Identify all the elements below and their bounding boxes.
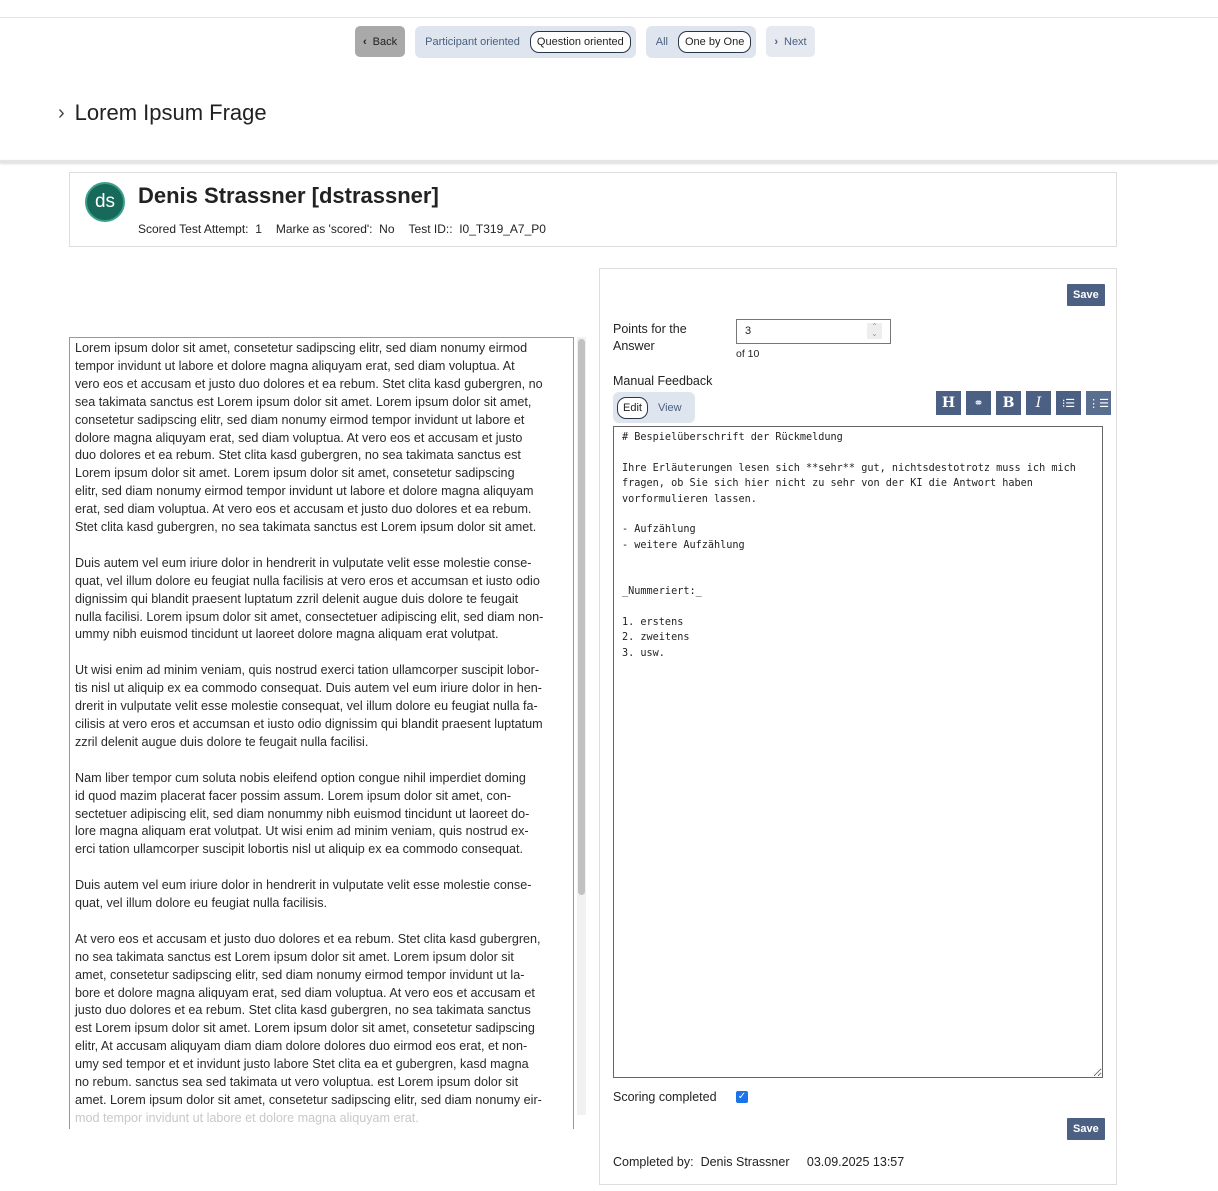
top-divider bbox=[0, 17, 1218, 18]
answer-line: At vero eos et accusam et justo duo dolores et ea rebum. Stet clita kasd gubergren, bbox=[75, 931, 541, 946]
back-label: Back bbox=[372, 35, 398, 48]
participant-card bbox=[69, 172, 1117, 247]
answer-paragraph bbox=[75, 770, 568, 860]
view-mode-toggle bbox=[415, 26, 636, 58]
chevron-left-icon: ‹ bbox=[363, 35, 367, 48]
marked-scored: Marke as 'scored': No bbox=[275, 222, 395, 236]
scored-attempt: Scored Test Attempt: 1 bbox=[138, 222, 262, 236]
answer-line: no rebum. sanctus sea sed takimata ut vero voluptua. est Lorem ipsum dolor sit bbox=[75, 1075, 519, 1090]
scoring-completed-checkbox[interactable]: ✓ bbox=[737, 1091, 747, 1102]
answer-line: amet, consetetur sadipscing elitr, sed diam nonumy eirmod tempor invidunt ut la- bbox=[75, 967, 525, 982]
feedback-tabs bbox=[613, 392, 695, 423]
chevron-right-icon: › bbox=[774, 35, 778, 48]
markdown-toolbar bbox=[936, 391, 1111, 415]
answer-line: Lorem ipsum dolor sit amet. Lorem ipsum dolor sit amet, consetetur sadipscing bbox=[75, 466, 515, 481]
answer-line: id quod mazim placerat facer possim assum. Lorem ipsum dolor sit amet, con- bbox=[75, 788, 512, 803]
answer-text bbox=[69, 337, 574, 1129]
points-input[interactable] bbox=[736, 319, 891, 344]
answer-paragraph bbox=[75, 662, 568, 752]
answer-paragraph bbox=[75, 340, 568, 537]
answer-line: nulla facilisi. Lorem ipsum dolor sit amet, consectetuer adipiscing elit, sed diam non- bbox=[75, 609, 544, 624]
heading-icon[interactable]: H bbox=[936, 391, 961, 415]
answer-line: ummy nibh euismod tincidunt ut laoreet dolore magna aliquam erat volutpat. bbox=[75, 627, 499, 642]
question-oriented-option[interactable]: Question oriented bbox=[530, 31, 631, 53]
answer-line: quat, vel illum dolore eu feugiat nulla facilisis at vero eros et accumsan et iusto odio bbox=[75, 573, 540, 588]
scoring-panel bbox=[599, 268, 1117, 1185]
back-button[interactable] bbox=[355, 26, 405, 57]
participant-oriented-option[interactable]: Participant oriented bbox=[425, 36, 520, 48]
answer-line: erci tation ullamcorper suscipit lobortis nisl ut aliquip ex ea commodo consequat. bbox=[75, 842, 524, 857]
answer-line: umy sed tempor et et invidunt justo labore Stet clita ea et gubergren, kasd magna bbox=[75, 1057, 529, 1072]
participant-name: Denis Strassner [dstrassner] bbox=[138, 183, 439, 208]
answer-line: sea takimata sanctus est Lorem ipsum dolor sit amet. Lorem ipsum dolor sit amet, bbox=[75, 394, 532, 409]
question-header[interactable] bbox=[58, 100, 267, 126]
answer-paragraph bbox=[75, 877, 568, 913]
points-label: Points for the Answer bbox=[613, 322, 687, 353]
answer-line: cilisis at vero eros et accumsan et iusto odio dignissim qui blandit praesent luptatum bbox=[75, 717, 543, 731]
answer-line: Lorem ipsum dolor sit amet, consetetur sadipscing elitr, sed diam nonumy eirmod bbox=[75, 341, 528, 355]
next-label: Next bbox=[784, 35, 807, 48]
answer-line: erat, sed diam voluptua. At vero eos et accusam et justo duo dolores et ea rebum. bbox=[75, 502, 532, 517]
completed-at: 03.09.2025 13:57 bbox=[806, 1155, 905, 1169]
answer-line: sectetuer adipiscing elit, sed diam nonummy nibh euismod tincidunt ut laoreet do- bbox=[75, 806, 530, 821]
spinner-icon[interactable]: ⌃ ⌄ bbox=[867, 323, 882, 339]
italic-icon[interactable]: I bbox=[1026, 391, 1051, 415]
bold-icon[interactable]: B bbox=[996, 391, 1021, 415]
answer-line: Duis autem vel eum iriure dolor in hendrerit in vulputate velit esse molestie conse- bbox=[75, 555, 532, 570]
answer-line: quat, vel illum dolore eu feugiat nulla facilisis. bbox=[75, 896, 328, 911]
navigation-bar bbox=[355, 26, 815, 58]
answer-line: dignissim qui blandit praesent luptatum zzril delenit augue duis dolore te feugait bbox=[75, 591, 519, 606]
answer-line: elitr, sed diam nonumy eirmod tempor invidunt ut labore et dolore magna aliquyam bbox=[75, 484, 534, 499]
answer-paragraph bbox=[75, 931, 568, 1128]
answer-paragraph bbox=[75, 555, 568, 645]
test-id: Test ID:: I0_T319_A7_P0 bbox=[408, 222, 546, 236]
answer-line: lore magna aliquam erat volutpat. Ut wisi enim ad minim veniam, quis nostrud ex- bbox=[75, 824, 529, 839]
answer-line: Ut wisi enim ad minim veniam, quis nostrud exerci tation ullamcorper suscipit lobor- bbox=[75, 663, 540, 678]
link-icon[interactable]: ⚭ bbox=[966, 391, 991, 415]
answer-line: Duis autem vel eum iriure dolor in hendrerit in vulputate velit esse molestie conse- bbox=[75, 878, 532, 893]
answer-line: no sea takimata sanctus est Lorem ipsum dolor sit amet. Lorem ipsum dolor sit bbox=[75, 949, 514, 964]
answer-line: elitr, At accusam aliquyam diam diam dolore dolores duo eirmod eos erat, et non- bbox=[75, 1039, 528, 1054]
save-button-bottom[interactable]: Save bbox=[1067, 1118, 1105, 1140]
points-max: of 10 bbox=[736, 348, 760, 360]
avatar: ds bbox=[85, 182, 125, 222]
all-option[interactable]: All bbox=[655, 36, 668, 48]
chevron-right-icon: › bbox=[58, 101, 65, 124]
answer-scrollbar[interactable] bbox=[577, 337, 586, 1115]
answer-line: tempor invidunt ut labore et dolore magna aliquyam erat, sed diam voluptua. At bbox=[75, 358, 515, 373]
answer-line: bore et dolore magna aliquyam erat, sed diam voluptua. At vero eos et accusam et bbox=[75, 985, 535, 1000]
display-mode-toggle bbox=[646, 26, 757, 58]
answer-line: dolore magna aliquyam erat, sed diam voluptua. At vero eos et accusam et justo bbox=[75, 430, 523, 445]
answer-line: consetetur sadipscing elitr, sed diam nonumy eirmod tempor invidunt ut labore et bbox=[75, 412, 525, 427]
answer-line: drerit in vulputate velit esse molestie consequat, vel illum dolore eu feugiat nulla fa- bbox=[75, 699, 538, 714]
answer-line: tis nisl ut aliquip ex ea commodo consequat. Duis autem vel eum iriure dolor in hen- bbox=[75, 681, 542, 696]
answer-line: Stet clita kasd gubergren, no sea takimata sanctus est Lorem ipsum dolor sit amet. bbox=[75, 520, 537, 535]
feedback-textarea[interactable] bbox=[613, 426, 1103, 1078]
next-button[interactable] bbox=[766, 26, 814, 57]
bullet-list-icon[interactable]: ⁝☰ bbox=[1056, 391, 1081, 415]
tab-edit[interactable]: Edit bbox=[617, 397, 648, 419]
answer-line: zzril delenit augue duis dolore te feugait nulla facilisi. bbox=[75, 734, 369, 749]
question-title: Lorem Ipsum Frage bbox=[74, 100, 267, 125]
answer-line: Nam liber tempor cum soluta nobis eleifend option congue nihil imperdiet doming bbox=[75, 770, 526, 785]
scrollbar-thumb[interactable] bbox=[578, 339, 585, 895]
section-divider bbox=[0, 160, 1218, 163]
numbered-list-icon[interactable]: ⋮☰ bbox=[1086, 391, 1111, 415]
answer-line: amet. Lorem ipsum dolor sit amet, consetetur sadipscing elitr, sed diam nonumy eir- bbox=[75, 1092, 542, 1107]
tab-view[interactable]: View bbox=[657, 401, 682, 414]
points-value: 3 bbox=[745, 325, 752, 337]
answer-line: vero eos et accusam et justo duo dolores et ea rebum. Stet clita kasd gubergren, no bbox=[75, 376, 543, 391]
participant-meta bbox=[138, 222, 546, 236]
completed-by: Completed by: Denis Strassner 03.09.2025 13:57 bbox=[613, 1155, 905, 1169]
answer-line: est Lorem ipsum dolor sit amet. Lorem ipsum dolor sit amet, consetetur sadipscing bbox=[75, 1021, 535, 1036]
save-button-top[interactable]: Save bbox=[1067, 284, 1105, 306]
answer-line: mod tempor invidunt ut labore et dolore magna aliquyam erat. bbox=[75, 1110, 419, 1125]
feedback-label: Manual Feedback bbox=[613, 374, 713, 388]
one-by-one-option[interactable]: One by One bbox=[678, 31, 751, 53]
answer-line: duo dolores et ea rebum. Stet clita kasd gubergren, no sea takimata sanctus est bbox=[75, 448, 521, 463]
scoring-completed-label: Scoring completed bbox=[613, 1090, 717, 1104]
answer-line: justo duo dolores et ea rebum. Stet clita kasd gubergren, no sea takimata sanctus bbox=[75, 1003, 531, 1018]
